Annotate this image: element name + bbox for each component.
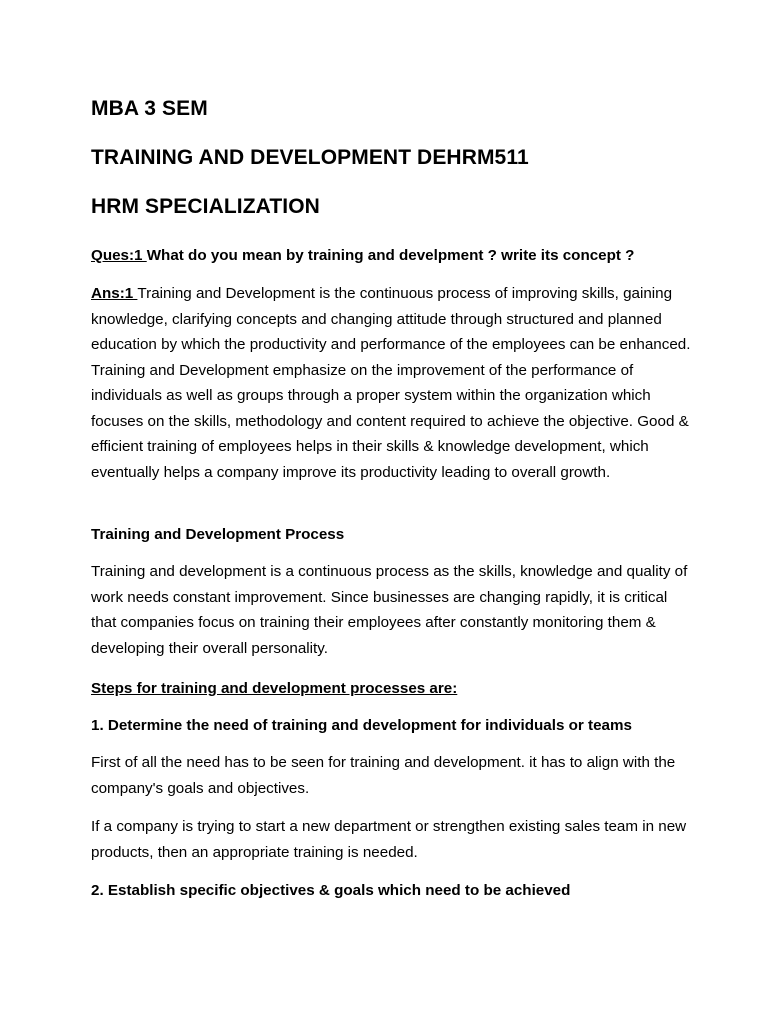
answer-1-label: Ans:1 xyxy=(91,285,138,302)
question-1 xyxy=(91,243,691,269)
process-heading: Training and Development Process xyxy=(91,526,345,543)
specialization-heading: HRM SPECIALIZATION xyxy=(91,195,320,218)
question-1-label: Ques:1 xyxy=(91,247,147,264)
process-paragraph: Training and development is a continuous process as the skills, knowledge and quality of work needs constant improvement. Since businesses are changing rapidly, it is critical that companies focus on training their employees after constantly monitoring them & developing their overall personality. xyxy=(91,563,688,657)
answer-1 xyxy=(91,281,691,485)
subject-heading: TRAINING AND DEVELOPMENT DEHRM511 xyxy=(91,146,529,169)
step-1-paragraph-1: First of all the need has to be seen for training and development. it has to align with the company's goals and objectives. xyxy=(91,754,676,797)
step-1-paragraph-2: If a company is trying to start a new department or strengthen existing sales team in new products, then an appropriate training is needed. xyxy=(91,818,687,861)
step-1-heading: 1. Determine the need of training and development for individuals or teams xyxy=(91,717,632,734)
course-heading: MBA 3 SEM xyxy=(91,97,208,120)
answer-1-text: Training and Development is the continuous process of improving skills, gaining knowledge, clarifying concepts and changing attitude through structured and planned education by which the productivity and performance of the employees can be enhanced. Training and Development emphasize on the improvement of the performance of individuals as well as groups through a proper system within the organization which focuses on the skills, methodology and content required to achieve the objective. Good & efficient training of employees helps in their skills & knowledge development, which eventually helps a company improve its productivity leading to overall growth. xyxy=(91,285,691,481)
step-2-heading: 2. Establish specific objectives & goals which need to be achieved xyxy=(91,882,571,899)
question-1-text: What do you mean by training and develpment ? write its concept ? xyxy=(146,247,635,264)
steps-heading: Steps for training and development processes are: xyxy=(91,680,458,697)
